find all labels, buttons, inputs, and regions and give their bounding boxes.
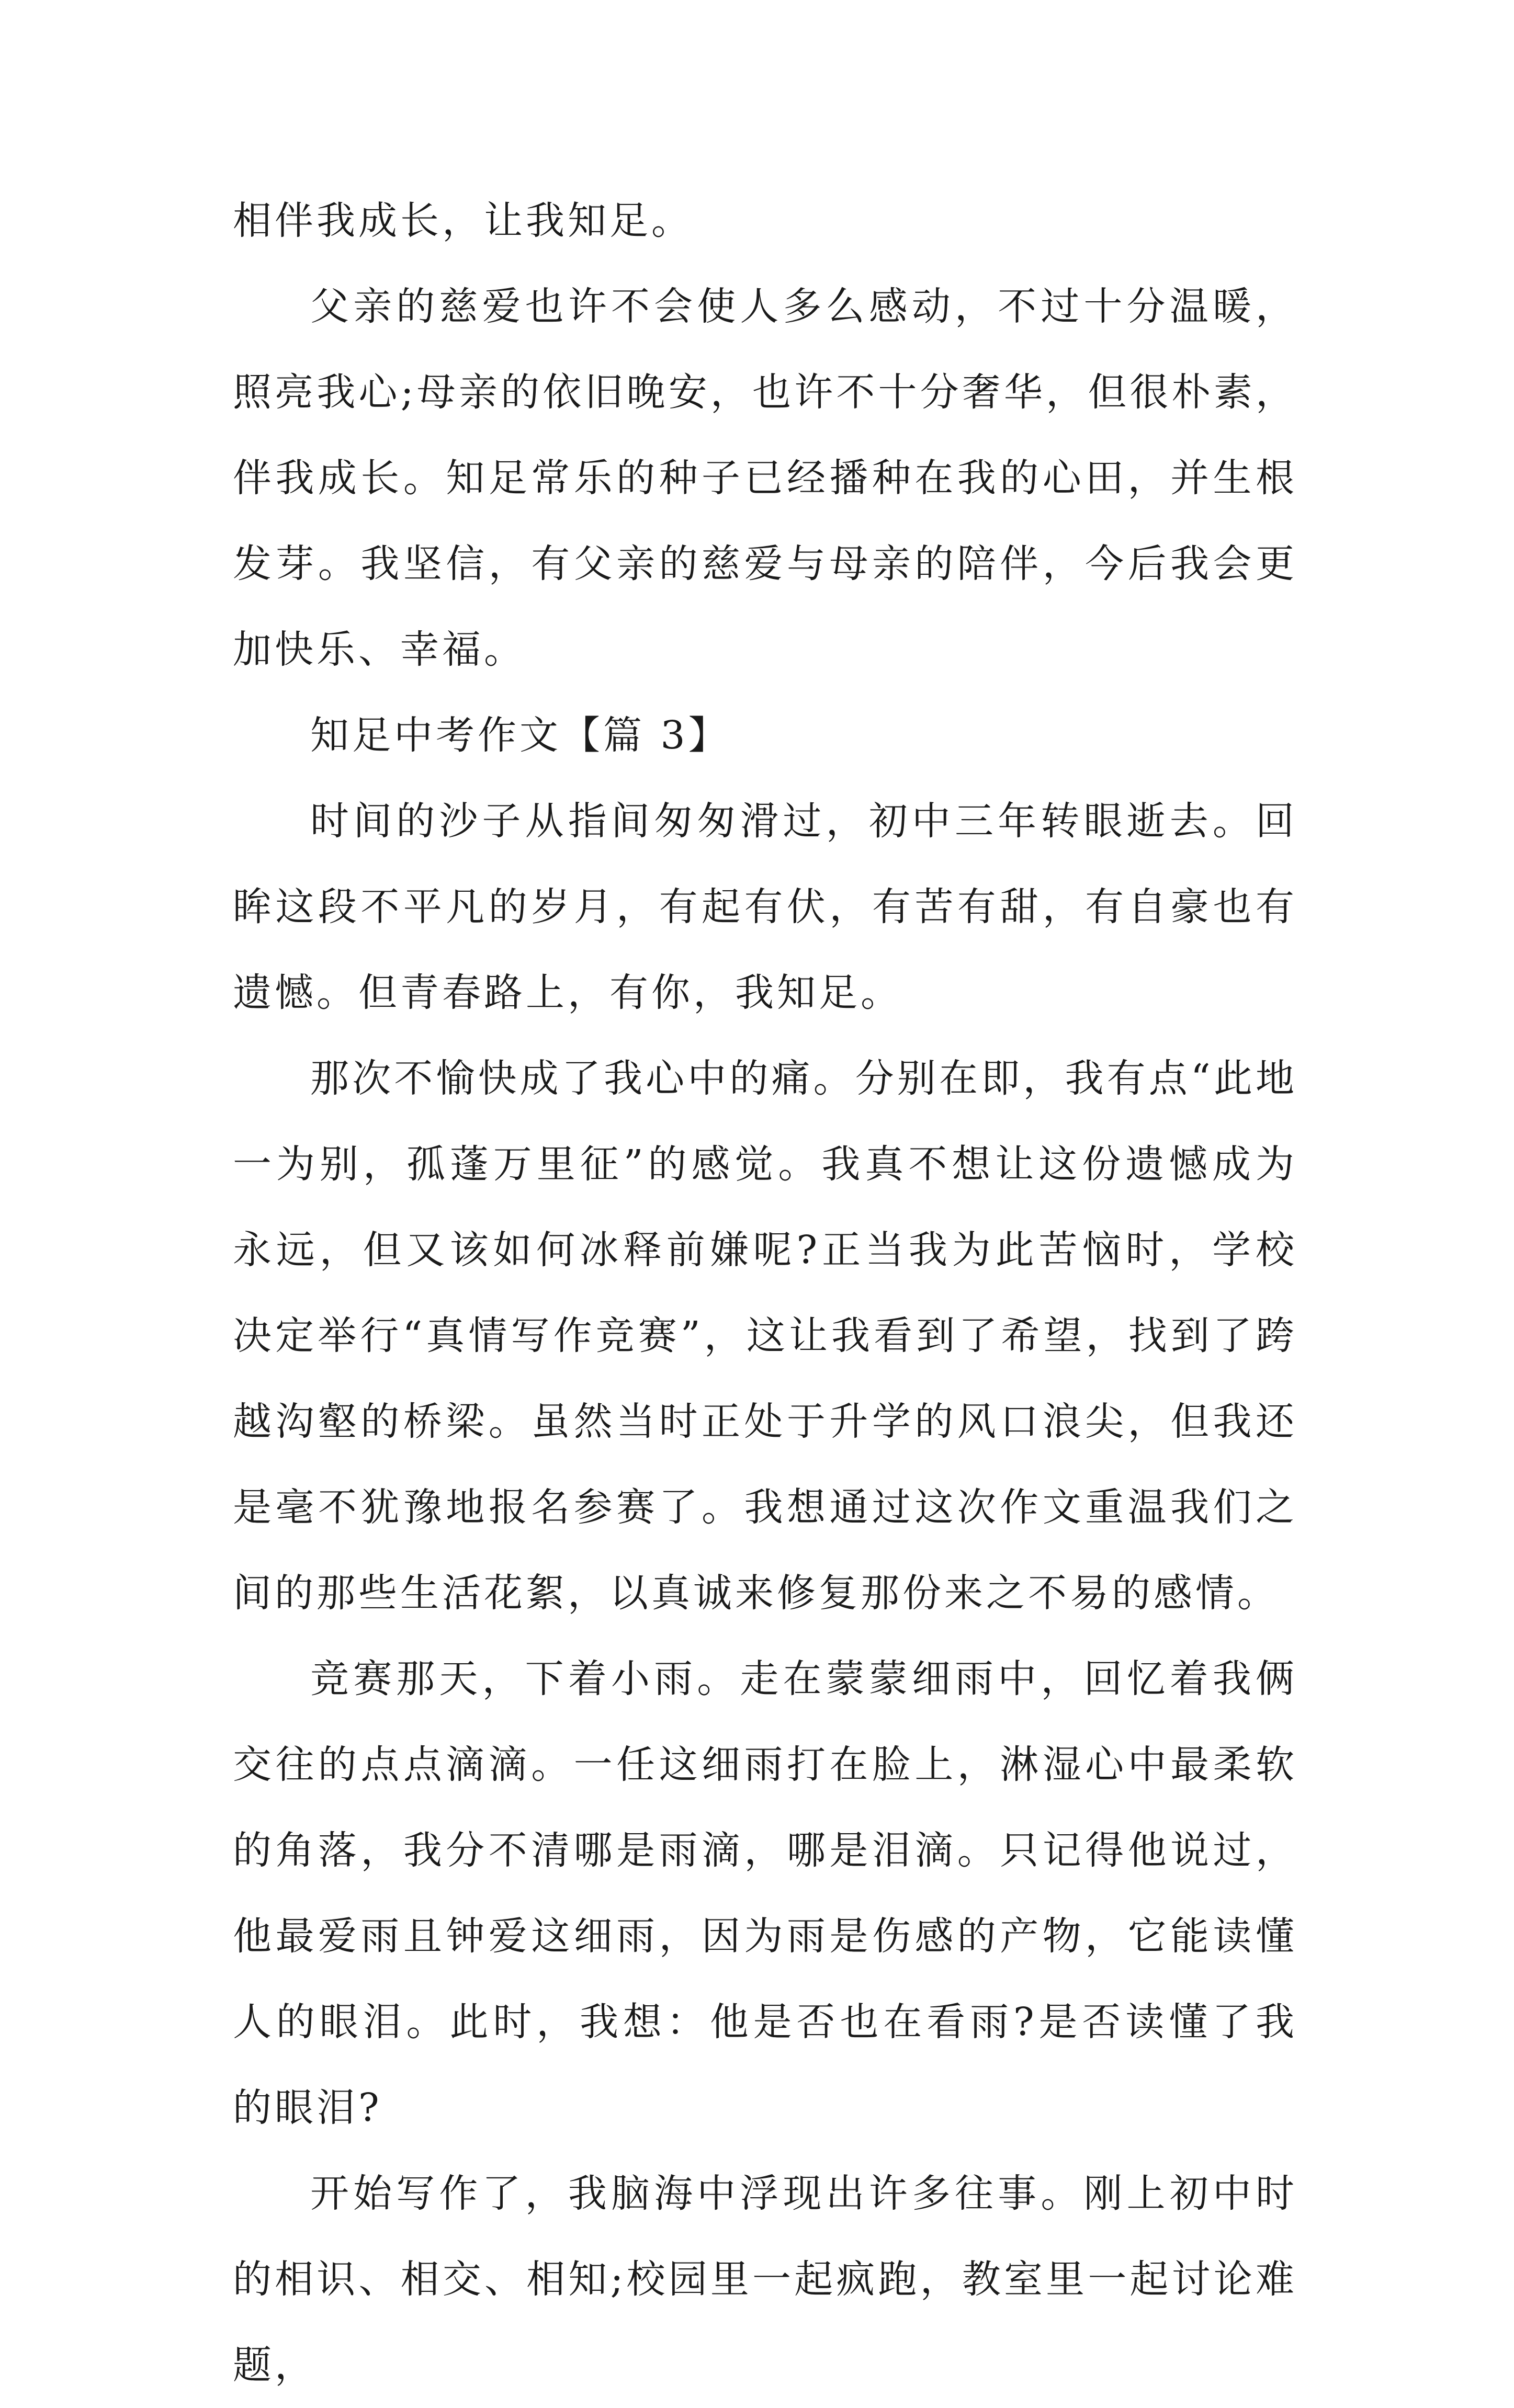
section-heading: 知足中考作文【篇 3】 bbox=[310, 713, 730, 758]
paragraph: 父亲的慈爱也许不会使人多么感动，不过十分温暖，照亮我心;母亲的依旧晚安，也许不十分奢华，但很朴素，伴我成长。知足常乐的种子已经播种在我的心田，并生根发芽。我坚信，有父亲的慈爱与母亲的陪伴，今后我会更加快乐、幸福。 bbox=[233, 284, 1297, 672]
paragraph: 那次不愉快成了我心中的痛。分别在即，我有点“此地一为别，孤蓬万里征”的感觉。我真不想让这份遗憾成为永远，但又该如何冰释前嫌呢?正当我为此苦恼时，学校决定举行“真情写作竞赛”，这让我看到了希望，找到了跨越沟壑的桥梁。虽然当时正处于升学的风口浪尖，但我还是毫不犹豫地报名参赛了。我想通过这次作文重温我们之间的那些生活花絮，以真诚来修复那份来之不易的感情。 bbox=[233, 1056, 1297, 1616]
document-body bbox=[233, 178, 1297, 2408]
paragraph: 开始写作了，我脑海中浮现出许多往事。刚上初中时的相识、相交、相知;校园里一起疯跑，教室里一起讨论难题， bbox=[233, 2171, 1297, 2388]
paragraph: 时间的沙子从指间匆匆滑过，初中三年转眼逝去。回眸这段不平凡的岁月，有起有伏，有苦有甜，有自豪也有遗憾。但青春路上，有你，我知足。 bbox=[233, 799, 1297, 1015]
paragraph: 竞赛那天，下着小雨。走在蒙蒙细雨中，回忆着我俩交往的点点滴滴。一任这细雨打在脸上，淋湿心中最柔软的角落，我分不清哪是雨滴，哪是泪滴。只记得他说过，他最爱雨且钟爱这细雨，因为雨是伤感的产物，它能读懂人的眼泪。此时，我想：他是否也在看雨?是否读懂了我的眼泪? bbox=[233, 1656, 1297, 2130]
paragraph: 相伴我成长，让我知足。 bbox=[233, 198, 693, 243]
